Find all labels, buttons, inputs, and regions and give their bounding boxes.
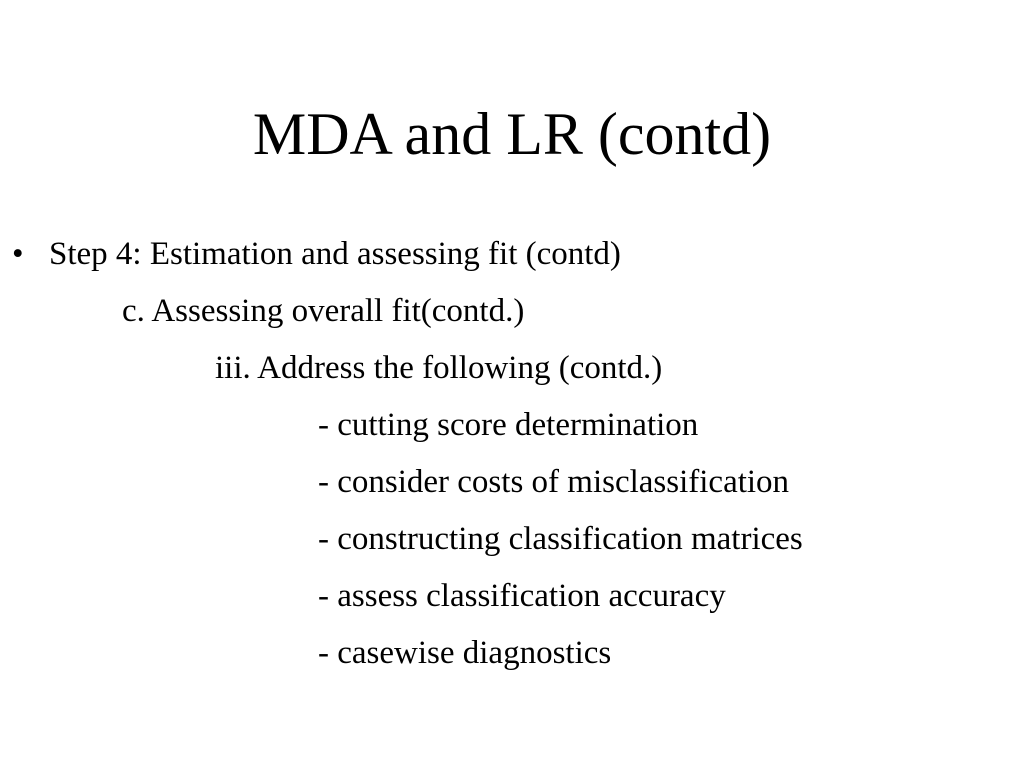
list-item-classification-accuracy: - assess classification accuracy xyxy=(318,578,726,614)
list-item-cutting-score: - cutting score determination xyxy=(318,407,699,443)
slide-title: MDA and LR (contd) xyxy=(252,101,772,167)
list-item-casewise-diagnostics: - casewise diagnostics xyxy=(318,635,612,671)
list-item-classification-matrices: - constructing classification matrices xyxy=(318,521,803,557)
sub-item-assessing-overall-fit: c. Assessing overall fit(contd.) xyxy=(122,293,525,329)
sub-sub-item-address-following: iii. Address the following (contd.) xyxy=(215,350,663,386)
list-item-costs-misclassification: - consider costs of misclassification xyxy=(318,464,790,500)
bullet-icon: • xyxy=(12,236,24,272)
bullet-step-4: Step 4: Estimation and assessing fit (contd) xyxy=(49,236,621,272)
